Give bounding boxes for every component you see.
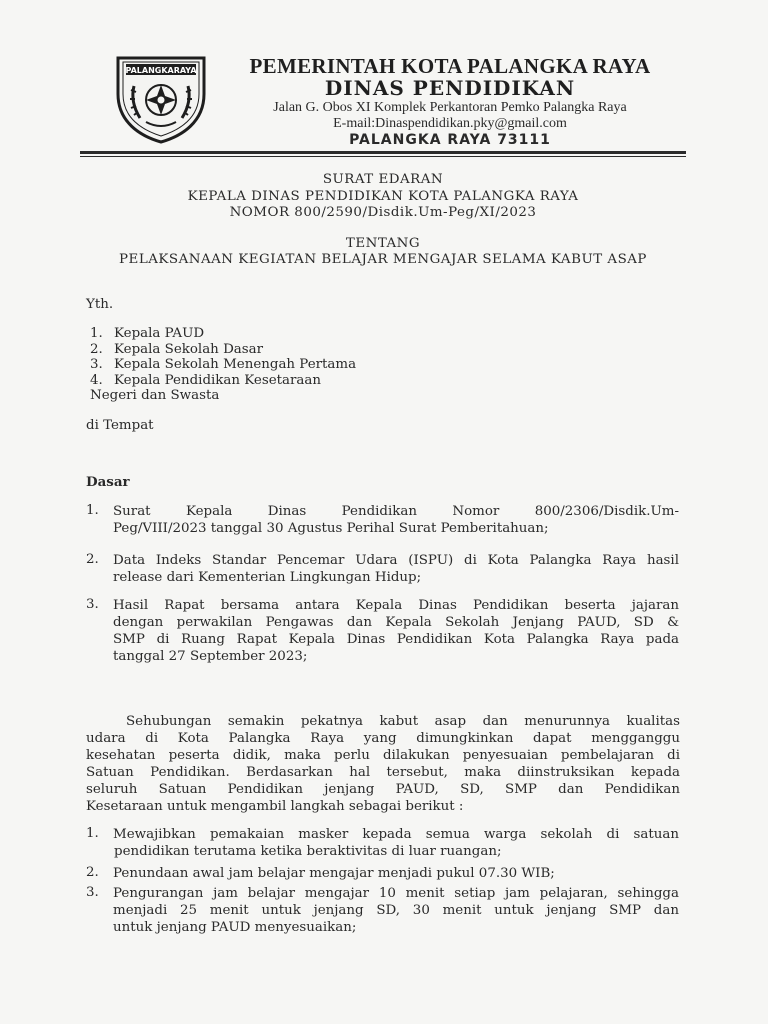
- recipient-item: 2. Kepala Sekolah Dasar: [90, 342, 264, 357]
- office-city-postcode: PALANGKA RAYA 73111: [349, 132, 551, 148]
- office-email: E-mail:Dinaspendidikan.pky@gmail.com: [333, 116, 567, 131]
- instruction-text: Pengurangan jam belajar mengajar 10 menit setiap jam pelajaran, sehingga menjadi 25 menit untuk jenjang SD, 30 menit untuk jenjang SMP dan untuk jenjang PAUD menyesuaikan;: [113, 886, 679, 935]
- instruction-text: Mewajibkan pemakaian masker kepada semua warga sekolah di satuan pendidikan terutama ketika beraktivitas di luar ruangan;: [113, 827, 679, 859]
- recipient-item: 4. Kepala Pendidikan Kesetaraan: [90, 373, 322, 388]
- dasar-item-text: Hasil Rapat bersama antara Kepala Dinas Pendidikan beserta jajaran dengan perwakilan Pengawas dan Kepala Sekolah Jenjang PAUD, SD & SMP di Ruang Rapat Kepala Dinas Pendidikan Kota Palangka Raya pada tanggal 27 September 2023;: [113, 598, 679, 664]
- recipient-place: di Tempat: [86, 418, 154, 433]
- office-address: Jalan G. Obos XI Komplek Perkantoran Pemko Palangka Raya: [273, 100, 627, 115]
- dasar-item-number: 1.: [86, 503, 99, 518]
- letter-type: SURAT EDARAN: [322, 172, 444, 187]
- recipient-item: 1. Kepala PAUD: [90, 326, 205, 341]
- salutation: Yth.: [86, 297, 114, 312]
- recipient-scope: Negeri dan Swasta: [90, 388, 220, 403]
- dasar-heading: Dasar: [86, 474, 130, 490]
- dasar-item-text: Surat Kepala Dinas Pendidikan Nomor 800/2306/Disdik.Um- Peg/VIII/2023 tanggal 30 Agustus Perihal Surat Pemberitahuan;: [113, 504, 679, 536]
- department-name: DINAS PENDIDIKAN: [324, 76, 576, 100]
- letterhead-divider-thick: [80, 151, 686, 154]
- letterhead-divider-thin: [80, 156, 686, 157]
- dasar-item-number: 3.: [86, 597, 99, 612]
- government-name: PEMERINTAH KOTA PALANGKA RAYA: [249, 54, 651, 78]
- letter-number: NOMOR 800/2590/Disdik.Um-Peg/XI/2023: [229, 205, 537, 220]
- instruction-number: 1.: [86, 826, 99, 841]
- instruction-number: 2.: [86, 865, 99, 880]
- letter-issuer: KEPALA DINAS PENDIDIKAN KOTA PALANGKA RAYA: [187, 189, 579, 204]
- instruction-text: Penundaan awal jam belajar mengajar menjadi pukul 07.30 WIB;: [113, 866, 555, 881]
- dasar-item-number: 2.: [86, 552, 99, 567]
- logo-text: PALANGKARAYA: [125, 66, 197, 75]
- letter-subject: PELAKSANAAN KEGIATAN BELAJAR MENGAJAR SELAMA KABUT ASAP: [119, 252, 647, 267]
- about-label: TENTANG: [345, 236, 421, 251]
- city-emblem-logo: [112, 52, 210, 144]
- dasar-item-text: Data Indeks Standar Pencemar Udara (ISPU) di Kota Palangka Raya hasil release dari Kementerian Lingkungan Hidup;: [113, 553, 679, 585]
- instruction-number: 3.: [86, 885, 99, 900]
- body-paragraph: Sehubungan semakin pekatnya kabut asap dan menurunnya kualitas udara di Kota Palangka Raya yang dimungkinkan dapat mengganggu kesehatan peserta didik, maka perlu dilakukan penyesuaian pembelajaran di Satuan Pendidikan. Berdasarkan hal tersebut, maka diinstruksikan kepada seluruh Satuan Pendidikan jenjang PAUD, SD, SMP dan Pendidikan Kesetaraan untuk mengambil langkah sebagai berikut :: [86, 714, 680, 814]
- recipient-item: 3. Kepala Sekolah Menengah Pertama: [90, 357, 357, 372]
